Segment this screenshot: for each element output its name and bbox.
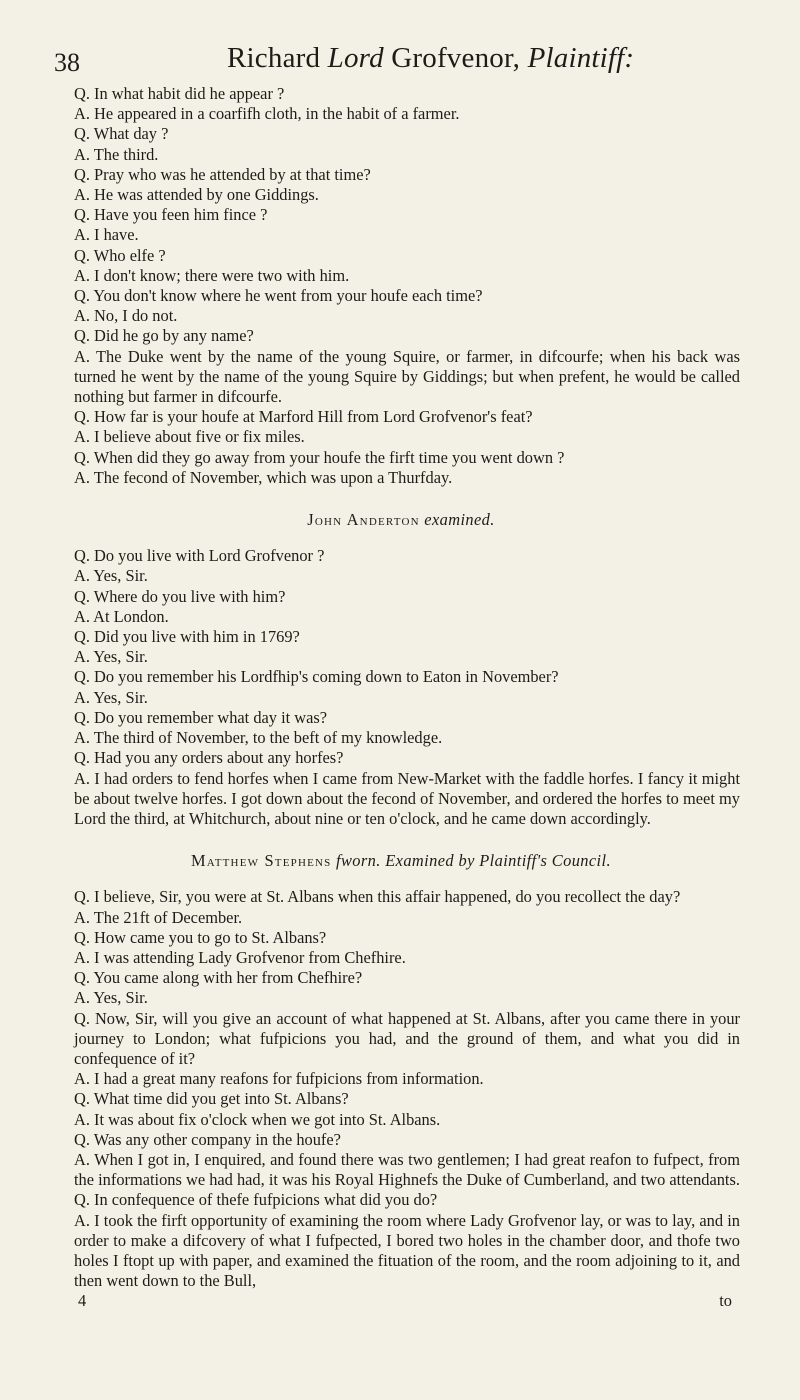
- title-mid: Grofvenor,: [383, 42, 528, 74]
- qa-line: Q. What day ?: [74, 124, 169, 144]
- qa-line: A. No, I do not.: [74, 306, 178, 326]
- qa-line: Q. What time did you get into St. Albans?: [74, 1089, 349, 1109]
- answer-paragraph: A. The Duke went by the name of the young Squire, or farmer, in difcourfe; when his back was turned he went by the name of the young Squire by Giddings; but when prefent, he would be called nothing but farmer in difcourfe.: [74, 346, 740, 407]
- page-body: [62, 84, 740, 1312]
- qa-line: A. The fecond of November, which was upon a Thurfday.: [74, 467, 453, 487]
- qa-line: Q. Was any other company in the houfe?: [74, 1129, 341, 1149]
- witness-heading-rest: examined.: [419, 510, 495, 530]
- section-1: [62, 84, 740, 488]
- qa-line: Q. In what habit did he appear ?: [74, 84, 285, 103]
- qa-line: A. I was attending Lady Grofvenor from Chefhire.: [74, 947, 406, 967]
- qa-line: A. The 21ft of December.: [74, 907, 243, 927]
- witness-heading-stephens: [62, 851, 740, 871]
- answer-paragraph: A. I took the firft opportunity of examining the room where Lady Grofvenor lay, or was to lay, and in order to make a difcovery of what I fufpected, I bored two holes in the chamber door, and thofe two holes I ftopt up with paper, and examined the fituation of the room, and the room adjoining to it, and then went down to the Bull,: [74, 1210, 740, 1291]
- qa-line: A. The third.: [74, 144, 159, 164]
- qa-line: A. Yes, Sir.: [74, 988, 148, 1008]
- qa-line: A. I believe about five or fix miles.: [74, 427, 305, 447]
- title-plaintiff: Plaintiff:: [527, 42, 635, 74]
- qa-line: Q. Had you any orders about any horfes?: [74, 748, 344, 768]
- qa-line: A. It was about fix o'clock when we got into St. Albans.: [74, 1109, 441, 1129]
- title-prefix: Richard: [227, 42, 328, 74]
- section-3: [62, 887, 740, 1291]
- qa-line: Q. Did he go by any name?: [74, 326, 254, 346]
- title-lord: Lord: [327, 42, 384, 74]
- answer-paragraph: A. I had orders to fend horfes when I came from New-Market with the faddle horfes. I fancy it might be about twelve horfes. I got down about the fecond of November, and ordered the horfes to meet my Lord the third, at Whitchurch, about nine or ten o'clock, and he came down accordingly.: [74, 768, 740, 828]
- qa-line: A. I have.: [74, 225, 139, 245]
- section-2: [62, 546, 740, 829]
- qa-line: A. At London.: [74, 606, 169, 626]
- running-head: [54, 40, 740, 84]
- qa-line: A. He appeared in a coarfifh cloth, in the habit of a farmer.: [74, 104, 460, 124]
- qa-line: A. He was attended by one Giddings.: [74, 185, 319, 205]
- qa-line: Q. In confequence of thefe fufpicions what did you do?: [74, 1190, 438, 1210]
- question-paragraph: Q. Now, Sir, will you give an account of what happened at St. Albans, after you came there in your journey to London; what fufpicions you had, and the ground of them, and what you did in confequence of it?: [74, 1008, 740, 1068]
- signature-mark: 4: [78, 1291, 87, 1311]
- qa-line: A. Yes, Sir.: [74, 687, 148, 707]
- qa-line: Q. Do you remember what day it was?: [74, 707, 328, 727]
- qa-line: Q. Did you live with him in 1769?: [74, 627, 300, 647]
- qa-line: A. Yes, Sir.: [74, 647, 148, 667]
- witness-name: Matthew Stephens: [191, 851, 332, 871]
- qa-line: A. The third of November, to the beft of my knowledge.: [74, 728, 443, 748]
- witness-heading-rest: fworn. Examined by Plaintiff's Council.: [331, 851, 611, 871]
- qa-line: Q. Where do you live with him?: [74, 586, 286, 606]
- qa-line: Q. You came along with her from Chefhire?: [74, 968, 363, 988]
- running-title: [227, 42, 634, 75]
- qa-line: Q. How came you to go to St. Albans?: [74, 927, 327, 947]
- catchword: to: [719, 1291, 732, 1311]
- qa-line: Q. When did they go away from your houfe the firft time you went down ?: [74, 447, 565, 467]
- page-footer: [62, 1291, 740, 1311]
- qa-line: Q. Do you remember his Lordfhip's coming down to Eaton in November?: [74, 667, 559, 687]
- qa-line: A. I had a great many reafons for fufpicions from information.: [74, 1069, 484, 1089]
- qa-line: Q. Do you live with Lord Grofvenor ?: [74, 546, 325, 566]
- qa-line: Q. Who elfe ?: [74, 245, 166, 265]
- qa-line: A. Yes, Sir.: [74, 566, 148, 586]
- qa-line: A. I don't know; there were two with him.: [74, 265, 350, 285]
- qa-line: Q. You don't know where he went from your houfe each time?: [74, 286, 483, 306]
- qa-line: Q. How far is your houfe at Marford Hill from Lord Grofvenor's feat?: [74, 407, 533, 427]
- qa-line: Q. Have you feen him fince ?: [74, 205, 268, 225]
- witness-name: John Anderton: [307, 510, 420, 530]
- page-number: 38: [54, 48, 80, 77]
- question-paragraph: Q. I believe, Sir, you were at St. Albans when this affair happened, do you recollect the day?: [74, 887, 681, 907]
- witness-heading-anderton: [62, 510, 740, 530]
- answer-paragraph: A. When I got in, I enquired, and found there was two gentlemen; I had great reafon to fufpect, from the informations we had had, it was his Royal Highnefs the Duke of Cumberland, and two attendants.: [74, 1149, 740, 1190]
- qa-line: Q. Pray who was he attended by at that time?: [74, 164, 371, 184]
